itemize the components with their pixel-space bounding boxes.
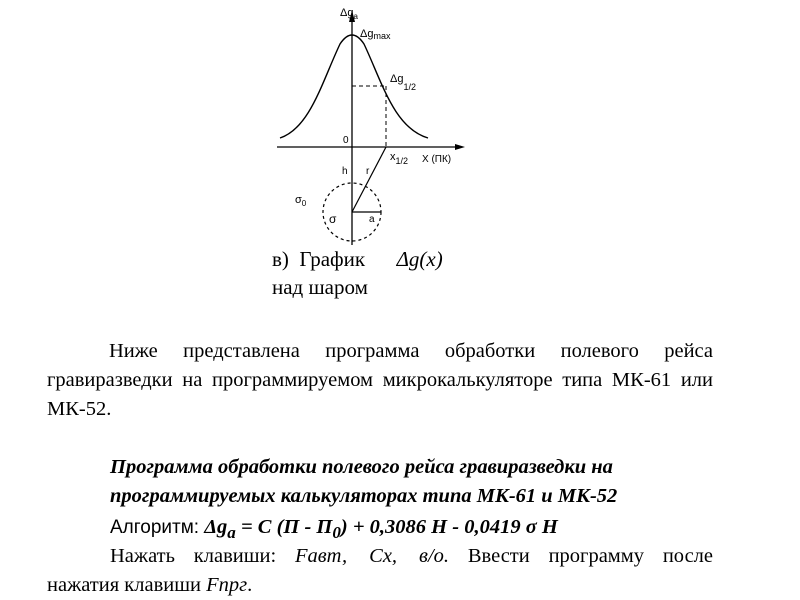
sigma0-label: $\sigma_0$ [295,194,307,208]
key-fabt: Fавт, [295,545,348,567]
key-cx: Сх, [369,545,398,567]
a-label: a [369,214,375,225]
key-vo: в/о. [419,545,450,567]
algorithm-label: Алгоритм: [110,517,200,538]
caption-line1: в) График [272,247,366,271]
intro-paragraph: Ниже представлена программа обработки полевого рейса гравиразведки на программируемом микрокалькуляторе типа МК-61 или МК-52. [47,340,713,420]
program-title-line1: Программа обработки полевого рейса гравиразведки на [110,456,613,478]
instructions-paragraph: Нажать клавиши: Fавт, Сх, в/о. Ввести программу после нажатия клавиши Fпрг. [47,545,713,596]
r-line [352,147,386,212]
r-label: r [366,166,370,177]
program-title-line2: программируемых калькуляторах типа МК-61 и МК-52 [110,485,618,507]
caption-formula: Δg(x) [396,247,443,271]
y-axis-label: $\Delta g_a$ [340,7,358,21]
x-axis-arrow [455,144,465,150]
x-half-label: $x_{1/2}$ [390,151,409,166]
half-label: $\Delta g_{1/2}$ [390,73,416,92]
sigma-label: σ [329,212,337,226]
program-title [110,453,617,511]
key-fprg: Fпрг [206,574,248,596]
x-axis-label: X (ПК) [422,154,452,165]
gravity-anomaly-figure [0,0,800,250]
caption-line2: над шаром [272,275,368,299]
figure-caption [272,245,443,301]
algorithm-formula: $\Delta g_a = C$ $(П - П_0) + 0,3086$ H - 0,0419 σ H [204,516,558,543]
peak-label: Δgmax [360,28,391,41]
h-label: h [342,166,348,177]
origin-label: 0 [343,135,349,146]
